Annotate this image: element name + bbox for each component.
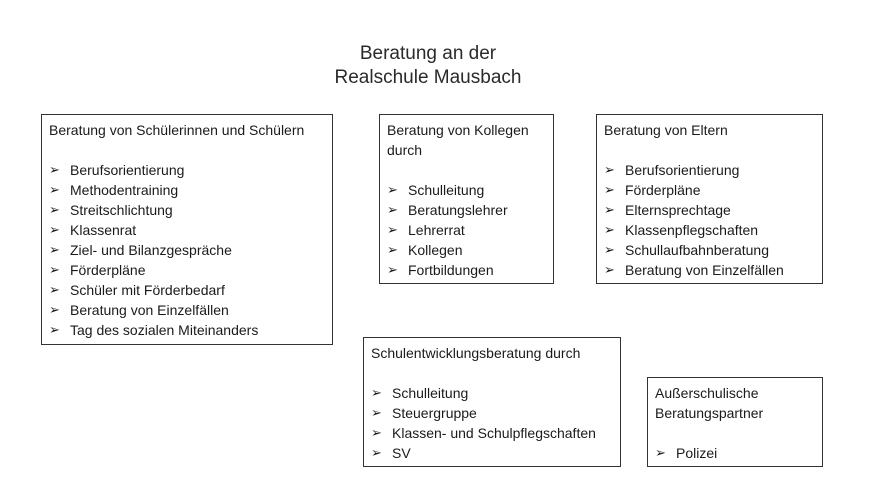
list-item	[371, 383, 613, 403]
item-list	[655, 443, 815, 463]
arrow-bullet-icon: ➢	[49, 242, 60, 257]
box-heading-continued: durch	[387, 142, 423, 158]
list-item	[49, 260, 325, 280]
arrow-bullet-icon: ➢	[655, 445, 666, 460]
item-list	[371, 383, 613, 463]
arrow-bullet-icon: ➢	[604, 182, 615, 197]
list-item-label: Klassenpflegschaften	[625, 222, 759, 238]
arrow-bullet-icon: ➢	[604, 222, 615, 237]
arrow-bullet-icon: ➢	[604, 202, 615, 217]
list-item	[604, 200, 815, 220]
list-item-label: Steuergruppe	[392, 405, 477, 421]
box-beratung-kollegen	[379, 114, 554, 284]
list-item-label: Elternsprechtage	[625, 202, 731, 218]
list-item	[655, 443, 815, 463]
list-item-label: Lehrerrat	[408, 222, 465, 238]
list-item-label: Fortbildungen	[408, 262, 494, 278]
box-beratung-schueler	[41, 114, 333, 345]
arrow-bullet-icon: ➢	[387, 242, 398, 257]
title-line-1: Beratung an der	[359, 43, 497, 64]
list-item-label: Streitschlichtung	[70, 202, 173, 218]
item-list	[604, 160, 815, 280]
list-item-label: Schulleitung	[408, 182, 485, 198]
list-item-label: Berufsorientierung	[625, 162, 740, 178]
list-item	[49, 280, 325, 300]
box-heading-continued: Beratungspartner	[655, 405, 764, 421]
list-item	[49, 160, 325, 180]
arrow-bullet-icon: ➢	[387, 222, 398, 237]
box-heading: Beratung von Schülerinnen und Schülern	[49, 122, 305, 138]
list-item	[371, 403, 613, 423]
list-item-label: Methodentraining	[70, 182, 179, 198]
list-item	[387, 260, 546, 280]
list-item-label: Tag des sozialen Miteinanders	[70, 322, 259, 338]
arrow-bullet-icon: ➢	[387, 262, 398, 277]
list-item-label: Schullaufbahnberatung	[625, 242, 770, 258]
box-heading: Schulentwicklungsberatung durch	[371, 345, 581, 361]
arrow-bullet-icon: ➢	[371, 385, 382, 400]
list-item	[387, 220, 546, 240]
list-item	[371, 443, 613, 463]
list-item-label: Berufsorientierung	[70, 162, 185, 178]
list-item	[49, 220, 325, 240]
list-item-label: Kollegen	[408, 242, 463, 258]
list-item-label: Beratung von Einzelfällen	[625, 262, 784, 278]
list-item-label: Beratung von Einzelfällen	[70, 302, 229, 318]
list-item	[604, 260, 815, 280]
list-item-label: Klassenrat	[70, 222, 137, 238]
list-item	[604, 240, 815, 260]
box-heading: Beratung von Eltern	[604, 122, 728, 138]
list-item	[387, 200, 546, 220]
list-item-label: Förderpläne	[625, 182, 701, 198]
box-beratung-eltern	[596, 114, 823, 284]
list-item-label: Beratungslehrer	[408, 202, 508, 218]
list-item	[49, 300, 325, 320]
arrow-bullet-icon: ➢	[387, 182, 398, 197]
title-line-2: Realschule Mausbach	[334, 67, 522, 88]
list-item-label: Förderpläne	[70, 262, 146, 278]
box-schulentwicklungsberatung	[363, 337, 621, 467]
list-item	[371, 423, 613, 443]
list-item	[49, 240, 325, 260]
arrow-bullet-icon: ➢	[371, 405, 382, 420]
box-heading: Außerschulische	[655, 385, 759, 401]
list-item	[49, 200, 325, 220]
list-item-label: Schüler mit Förderbedarf	[70, 282, 225, 298]
arrow-bullet-icon: ➢	[49, 222, 60, 237]
item-list	[387, 180, 546, 280]
item-list	[49, 160, 325, 340]
arrow-bullet-icon: ➢	[604, 162, 615, 177]
list-item	[604, 220, 815, 240]
box-ausserschulische-partner	[647, 377, 823, 467]
list-item	[387, 240, 546, 260]
arrow-bullet-icon: ➢	[49, 282, 60, 297]
box-heading: Beratung von Kollegen	[387, 122, 529, 138]
list-item-label: Klassen- und Schulpflegschaften	[392, 425, 596, 441]
arrow-bullet-icon: ➢	[371, 425, 382, 440]
list-item-label: Polizei	[676, 445, 718, 461]
list-item-label: SV	[392, 445, 411, 461]
page-title	[300, 42, 556, 90]
arrow-bullet-icon: ➢	[49, 202, 60, 217]
arrow-bullet-icon: ➢	[387, 202, 398, 217]
list-item	[387, 180, 546, 200]
arrow-bullet-icon: ➢	[49, 322, 60, 337]
list-item-label: Ziel- und Bilanzgespräche	[70, 242, 232, 258]
arrow-bullet-icon: ➢	[49, 262, 60, 277]
list-item-label: Schulleitung	[392, 385, 469, 401]
arrow-bullet-icon: ➢	[49, 162, 60, 177]
arrow-bullet-icon: ➢	[604, 242, 615, 257]
arrow-bullet-icon: ➢	[49, 302, 60, 317]
arrow-bullet-icon: ➢	[604, 262, 615, 277]
list-item	[49, 180, 325, 200]
list-item	[604, 180, 815, 200]
list-item	[49, 320, 325, 340]
arrow-bullet-icon: ➢	[371, 445, 382, 460]
arrow-bullet-icon: ➢	[49, 182, 60, 197]
list-item	[604, 160, 815, 180]
